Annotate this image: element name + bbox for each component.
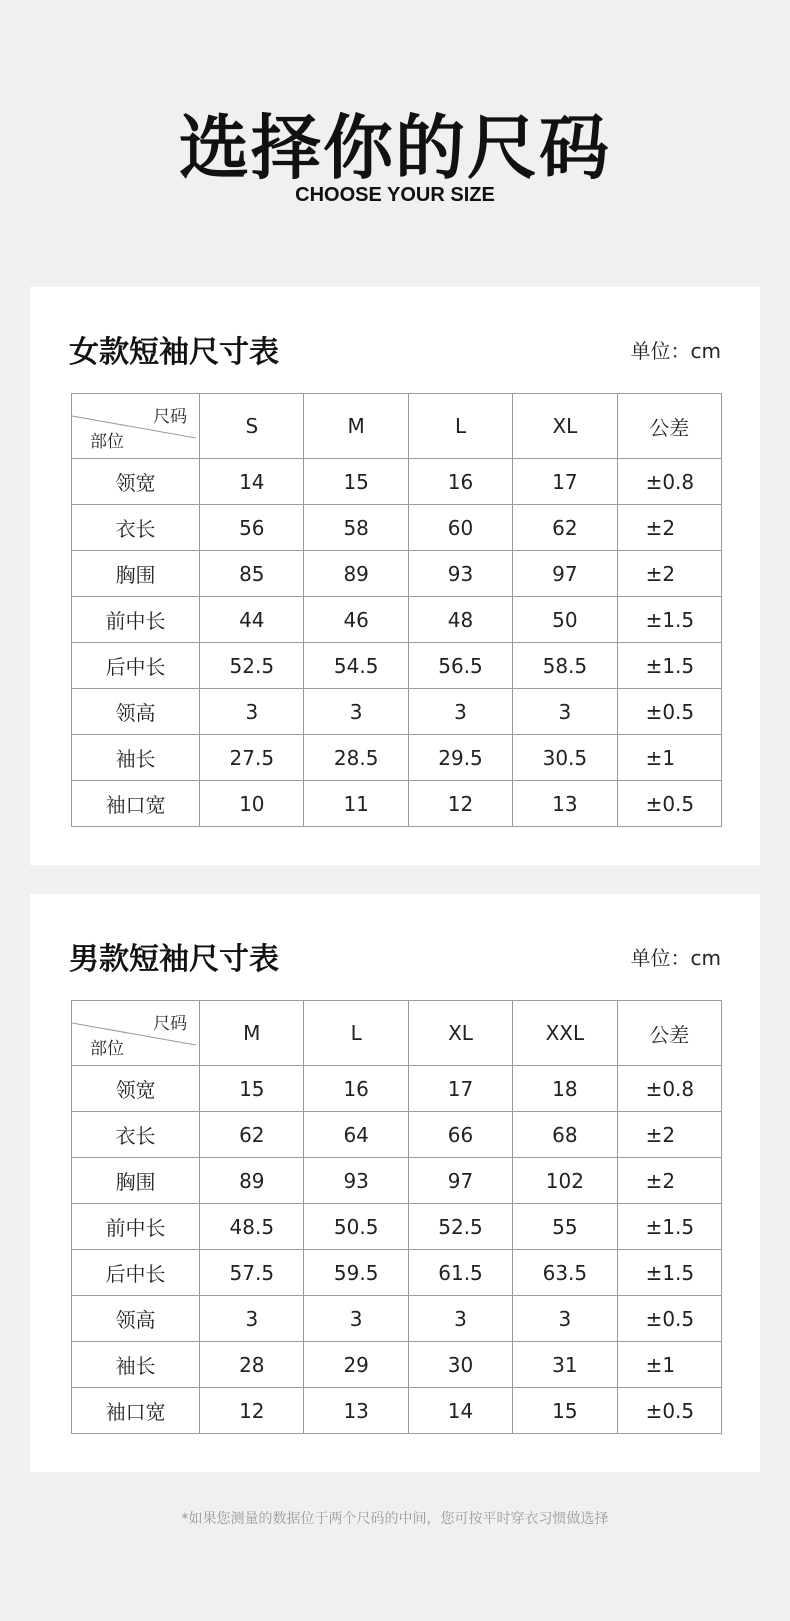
column-header-xl: XL <box>408 1001 512 1066</box>
size-value-cell: 52.5 <box>200 643 304 689</box>
size-value-cell: 14 <box>408 1388 512 1434</box>
column-header-m: M <box>200 1001 304 1066</box>
table-row <box>72 689 722 735</box>
size-value-cell: 63.5 <box>513 1250 617 1296</box>
row-part-label: 领高 <box>72 689 200 735</box>
size-value-cell: 14 <box>200 459 304 505</box>
size-value-cell: 27.5 <box>200 735 304 781</box>
size-axis-label: 尺码 <box>153 1014 188 1034</box>
women-size-card <box>30 287 760 865</box>
row-part-label: 领宽 <box>72 459 200 505</box>
corner-header-cell <box>72 394 200 459</box>
size-value-cell: 55 <box>513 1204 617 1250</box>
size-footnote: *如果您测量的数据位于两个尺码的中间，您可按平时穿衣习惯做选择 <box>181 1511 609 1527</box>
size-value-cell: 93 <box>304 1158 408 1204</box>
row-part-label: 衣长 <box>72 1112 200 1158</box>
size-value-cell: 60 <box>408 505 512 551</box>
tolerance-cell: ±2 <box>617 551 721 597</box>
men-size-table <box>71 1000 722 1434</box>
size-value-cell: 97 <box>408 1158 512 1204</box>
size-value-cell: 15 <box>304 459 408 505</box>
table-row <box>72 1388 722 1434</box>
tolerance-cell: ±0.5 <box>617 1388 721 1434</box>
size-value-cell: 48.5 <box>200 1204 304 1250</box>
column-header-l: L <box>408 394 512 459</box>
table-row <box>72 781 722 827</box>
part-axis-label: 部位 <box>90 1039 124 1059</box>
size-value-cell: 3 <box>408 1296 512 1342</box>
size-value-cell: 62 <box>513 505 617 551</box>
tolerance-cell: ±0.5 <box>617 1296 721 1342</box>
column-header-tolerance: 公差 <box>617 394 721 459</box>
size-value-cell: 30.5 <box>513 735 617 781</box>
size-value-cell: 58.5 <box>513 643 617 689</box>
table-header-row <box>72 394 722 459</box>
size-value-cell: 16 <box>408 459 512 505</box>
size-value-cell: 18 <box>513 1066 617 1112</box>
table-row <box>72 1296 722 1342</box>
size-value-cell: 31 <box>513 1342 617 1388</box>
size-value-cell: 12 <box>200 1388 304 1434</box>
table-row <box>72 643 722 689</box>
tolerance-cell: ±1.5 <box>617 1250 721 1296</box>
men-table-title: 男款短袖尺寸表 <box>69 942 279 977</box>
column-header-tolerance: 公差 <box>617 1001 721 1066</box>
column-header-l: L <box>304 1001 408 1066</box>
table-row <box>72 1250 722 1296</box>
row-part-label: 袖口宽 <box>72 1388 200 1434</box>
women-size-table <box>71 393 722 827</box>
size-value-cell: 10 <box>200 781 304 827</box>
size-value-cell: 68 <box>513 1112 617 1158</box>
row-part-label: 后中长 <box>72 643 200 689</box>
size-value-cell: 66 <box>408 1112 512 1158</box>
row-part-label: 领高 <box>72 1296 200 1342</box>
size-value-cell: 13 <box>304 1388 408 1434</box>
size-value-cell: 52.5 <box>408 1204 512 1250</box>
row-part-label: 袖长 <box>72 735 200 781</box>
tolerance-cell: ±0.8 <box>617 1066 721 1112</box>
tolerance-cell: ±1.5 <box>617 643 721 689</box>
table-row <box>72 735 722 781</box>
size-value-cell: 3 <box>513 689 617 735</box>
size-value-cell: 16 <box>304 1066 408 1112</box>
tolerance-cell: ±1.5 <box>617 597 721 643</box>
row-part-label: 领宽 <box>72 1066 200 1112</box>
size-value-cell: 29 <box>304 1342 408 1388</box>
table-row <box>72 505 722 551</box>
table-header-row <box>72 1001 722 1066</box>
size-value-cell: 12 <box>408 781 512 827</box>
size-value-cell: 64 <box>304 1112 408 1158</box>
size-value-cell: 56 <box>200 505 304 551</box>
size-value-cell: 3 <box>200 1296 304 1342</box>
row-part-label: 胸围 <box>72 1158 200 1204</box>
tolerance-cell: ±1.5 <box>617 1204 721 1250</box>
column-header-m: M <box>304 394 408 459</box>
tolerance-cell: ±0.5 <box>617 781 721 827</box>
page-subtitle: CHOOSE YOUR SIZE <box>295 184 495 206</box>
tolerance-cell: ±2 <box>617 1112 721 1158</box>
row-part-label: 胸围 <box>72 551 200 597</box>
tolerance-cell: ±2 <box>617 1158 721 1204</box>
column-header-s: S <box>200 394 304 459</box>
size-value-cell: 89 <box>304 551 408 597</box>
size-value-cell: 59.5 <box>304 1250 408 1296</box>
tolerance-cell: ±2 <box>617 505 721 551</box>
size-value-cell: 29.5 <box>408 735 512 781</box>
size-value-cell: 3 <box>408 689 512 735</box>
size-value-cell: 28.5 <box>304 735 408 781</box>
row-part-label: 前中长 <box>72 597 200 643</box>
column-header-xxl: XXL <box>513 1001 617 1066</box>
size-value-cell: 3 <box>513 1296 617 1342</box>
corner-header-cell <box>72 1001 200 1066</box>
tolerance-cell: ±1 <box>617 1342 721 1388</box>
page-title: 选择你的尺码 <box>179 107 611 189</box>
size-value-cell: 56.5 <box>408 643 512 689</box>
size-value-cell: 3 <box>304 1296 408 1342</box>
women-unit-label: 单位：cm <box>630 339 721 363</box>
tolerance-cell: ±1 <box>617 735 721 781</box>
size-value-cell: 93 <box>408 551 512 597</box>
size-value-cell: 15 <box>513 1388 617 1434</box>
size-value-cell: 50.5 <box>304 1204 408 1250</box>
row-part-label: 袖口宽 <box>72 781 200 827</box>
size-value-cell: 11 <box>304 781 408 827</box>
table-row <box>72 1112 722 1158</box>
size-value-cell: 85 <box>200 551 304 597</box>
size-value-cell: 62 <box>200 1112 304 1158</box>
size-value-cell: 57.5 <box>200 1250 304 1296</box>
table-row <box>72 1066 722 1112</box>
row-part-label: 后中长 <box>72 1250 200 1296</box>
table-row <box>72 1204 722 1250</box>
size-value-cell: 97 <box>513 551 617 597</box>
size-value-cell: 28 <box>200 1342 304 1388</box>
size-axis-label: 尺码 <box>153 407 188 427</box>
size-value-cell: 46 <box>304 597 408 643</box>
size-value-cell: 50 <box>513 597 617 643</box>
table-row <box>72 1158 722 1204</box>
table-row <box>72 597 722 643</box>
tolerance-cell: ±0.8 <box>617 459 721 505</box>
size-value-cell: 15 <box>200 1066 304 1112</box>
tolerance-cell: ±0.5 <box>617 689 721 735</box>
size-value-cell: 102 <box>513 1158 617 1204</box>
size-value-cell: 30 <box>408 1342 512 1388</box>
size-value-cell: 3 <box>304 689 408 735</box>
table-row <box>72 551 722 597</box>
women-table-title: 女款短袖尺寸表 <box>69 335 279 370</box>
size-value-cell: 44 <box>200 597 304 643</box>
size-value-cell: 54.5 <box>304 643 408 689</box>
size-value-cell: 48 <box>408 597 512 643</box>
size-value-cell: 61.5 <box>408 1250 512 1296</box>
row-part-label: 袖长 <box>72 1342 200 1388</box>
size-value-cell: 3 <box>200 689 304 735</box>
part-axis-label: 部位 <box>90 432 124 452</box>
size-value-cell: 17 <box>408 1066 512 1112</box>
column-header-xl: XL <box>513 394 617 459</box>
men-size-card <box>30 894 760 1472</box>
table-row <box>72 1342 722 1388</box>
men-unit-label: 单位：cm <box>630 946 721 970</box>
table-row <box>72 459 722 505</box>
size-value-cell: 13 <box>513 781 617 827</box>
row-part-label: 前中长 <box>72 1204 200 1250</box>
size-value-cell: 17 <box>513 459 617 505</box>
row-part-label: 衣长 <box>72 505 200 551</box>
size-value-cell: 58 <box>304 505 408 551</box>
size-value-cell: 89 <box>200 1158 304 1204</box>
